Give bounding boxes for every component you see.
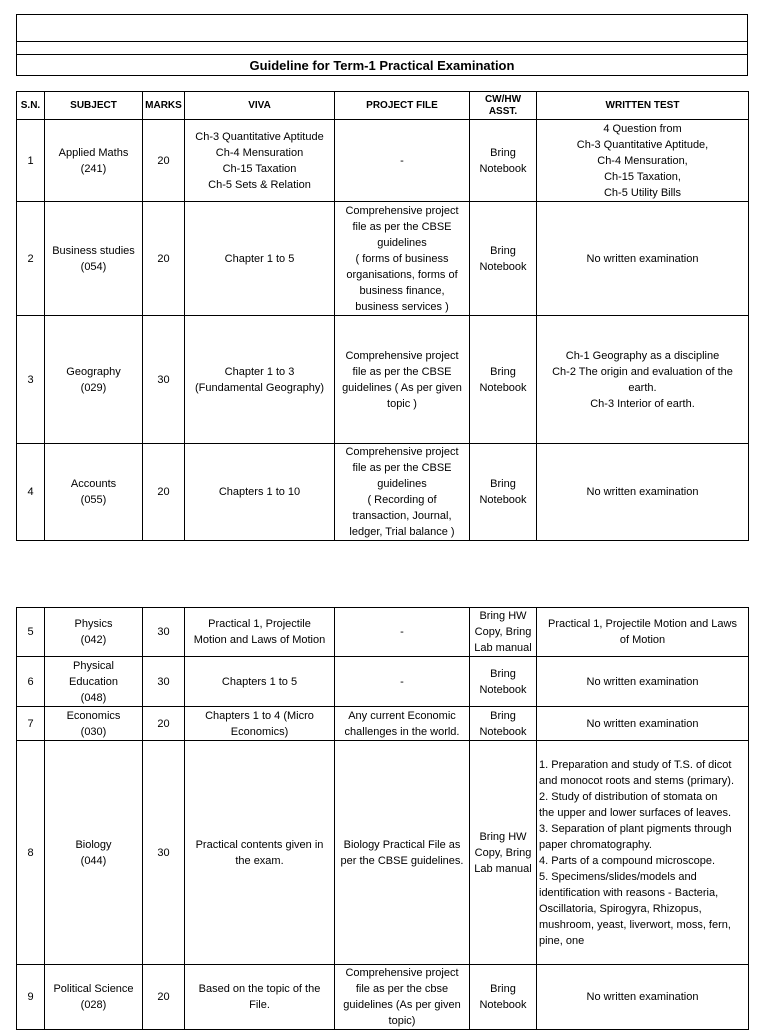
cell-marks: 20 (143, 444, 185, 541)
table-row (17, 707, 749, 741)
table-row (17, 316, 749, 444)
cell-viva: Based on the topic of the File. (185, 965, 335, 1030)
cell-written: Practical 1, Projectile Motion and Laws of Motion (537, 608, 749, 657)
header-project-file: PROJECT FILE (335, 92, 470, 120)
cell-project: - (335, 120, 470, 202)
guideline-table-2 (16, 607, 749, 1030)
header-written-test: WRITTEN TEST (537, 92, 749, 120)
cell-project: Comprehensive project file as per the CBSE guidelines ( forms of business organisations, forms of business finance, business services ) (335, 202, 470, 316)
cell-marks: 20 (143, 965, 185, 1030)
cell-marks: 20 (143, 707, 185, 741)
cell-cw: Bring Notebook (470, 120, 537, 202)
cell-viva: Chapters 1 to 10 (185, 444, 335, 541)
header-sn: S.N. (17, 92, 45, 120)
cell-project: Comprehensive project file as per the CBSE guidelines ( As per given topic ) (335, 316, 470, 444)
cell-marks: 30 (143, 657, 185, 707)
cell-viva: Chapter 1 to 3 (Fundamental Geography) (185, 316, 335, 444)
cell-sn: 5 (17, 608, 45, 657)
cell-written: No written examination (537, 202, 749, 316)
cell-cw: Bring Notebook (470, 202, 537, 316)
cell-project: Any current Economic challenges in the world. (335, 707, 470, 741)
cell-project: Comprehensive project file as per the cbse guidelines (As per given topic) (335, 965, 470, 1030)
cell-marks: 30 (143, 316, 185, 444)
table-header-row (17, 92, 749, 120)
cell-project: Comprehensive project file as per the CBSE guidelines ( Recording of transaction, Journal, ledger, Trial balance ) (335, 444, 470, 541)
table-row (17, 657, 749, 707)
page-title: Guideline for Term-1 Practical Examination (16, 54, 748, 76)
guideline-table-1 (16, 91, 749, 541)
cell-viva: Ch-3 Quantitative Aptitude Ch-4 Mensuration Ch-15 Taxation Ch-5 Sets & Relation (185, 120, 335, 202)
table-row (17, 444, 749, 541)
cell-viva: Chapters 1 to 4 (Micro Economics) (185, 707, 335, 741)
cell-sn: 7 (17, 707, 45, 741)
table-row (17, 965, 749, 1030)
cell-cw: Bring Notebook (470, 316, 537, 444)
header-blank-row-2 (16, 41, 748, 55)
cell-subject: Political Science (028) (45, 965, 143, 1030)
cell-subject: Biology (044) (45, 741, 143, 965)
cell-cw: Bring HW Copy, Bring Lab manual (470, 741, 537, 965)
table-row (17, 120, 749, 202)
cell-project: - (335, 608, 470, 657)
cell-written: No written examination (537, 707, 749, 741)
cell-project: - (335, 657, 470, 707)
cell-subject: Geography (029) (45, 316, 143, 444)
table-row (17, 741, 749, 965)
cell-sn: 9 (17, 965, 45, 1030)
cell-cw: Bring Notebook (470, 444, 537, 541)
cell-cw: Bring Notebook (470, 707, 537, 741)
cell-written: Ch-1 Geography as a discipline Ch-2 The origin and evaluation of the earth. Ch-3 Interior of earth. (537, 316, 749, 444)
cell-sn: 4 (17, 444, 45, 541)
cell-marks: 30 (143, 608, 185, 657)
header-cw-hw-asst: CW/HW ASST. (470, 92, 537, 120)
cell-cw: Bring Notebook (470, 965, 537, 1030)
cell-project: Biology Practical File as per the CBSE guidelines. (335, 741, 470, 965)
cell-sn: 2 (17, 202, 45, 316)
cell-marks: 20 (143, 202, 185, 316)
cell-cw: Bring HW Copy, Bring Lab manual (470, 608, 537, 657)
cell-cw: Bring Notebook (470, 657, 537, 707)
cell-subject: Accounts (055) (45, 444, 143, 541)
cell-subject: Business studies (054) (45, 202, 143, 316)
cell-written: No written examination (537, 657, 749, 707)
cell-subject: Physics (042) (45, 608, 143, 657)
cell-sn: 6 (17, 657, 45, 707)
cell-subject: Applied Maths (241) (45, 120, 143, 202)
cell-subject: Physical Education (048) (45, 657, 143, 707)
cell-viva: Practical contents given in the exam. (185, 741, 335, 965)
cell-sn: 8 (17, 741, 45, 965)
header-blank-row-1 (16, 14, 748, 42)
table-row (17, 202, 749, 316)
cell-viva: Chapter 1 to 5 (185, 202, 335, 316)
cell-written: 1. Preparation and study of T.S. of dicot and monocot roots and stems (primary). 2. Study of distribution of stomata on the upper and lower surfaces of leaves. 3. Separation of plant pigments through paper chromatography. 4. Parts of a compound microscope. 5. Specimens/slides/models and identification with reasons - Bacteria, Oscillatoria, Spirogyra, Rhizopus, mushroom, yeast, liverwort, moss, fern, pine, one (537, 741, 749, 965)
cell-sn: 1 (17, 120, 45, 202)
cell-written: 4 Question from Ch-3 Quantitative Aptitude, Ch-4 Mensuration, Ch-15 Taxation, Ch-5 Utility Bills (537, 120, 749, 202)
header-marks: MARKS (143, 92, 185, 120)
cell-subject: Economics (030) (45, 707, 143, 741)
cell-marks: 30 (143, 741, 185, 965)
cell-written: No written examination (537, 444, 749, 541)
header-viva: VIVA (185, 92, 335, 120)
cell-sn: 3 (17, 316, 45, 444)
cell-marks: 20 (143, 120, 185, 202)
cell-viva: Chapters 1 to 5 (185, 657, 335, 707)
header-subject: SUBJECT (45, 92, 143, 120)
cell-viva: Practical 1, Projectile Motion and Laws of Motion (185, 608, 335, 657)
cell-written: No written examination (537, 965, 749, 1030)
table-row (17, 608, 749, 657)
